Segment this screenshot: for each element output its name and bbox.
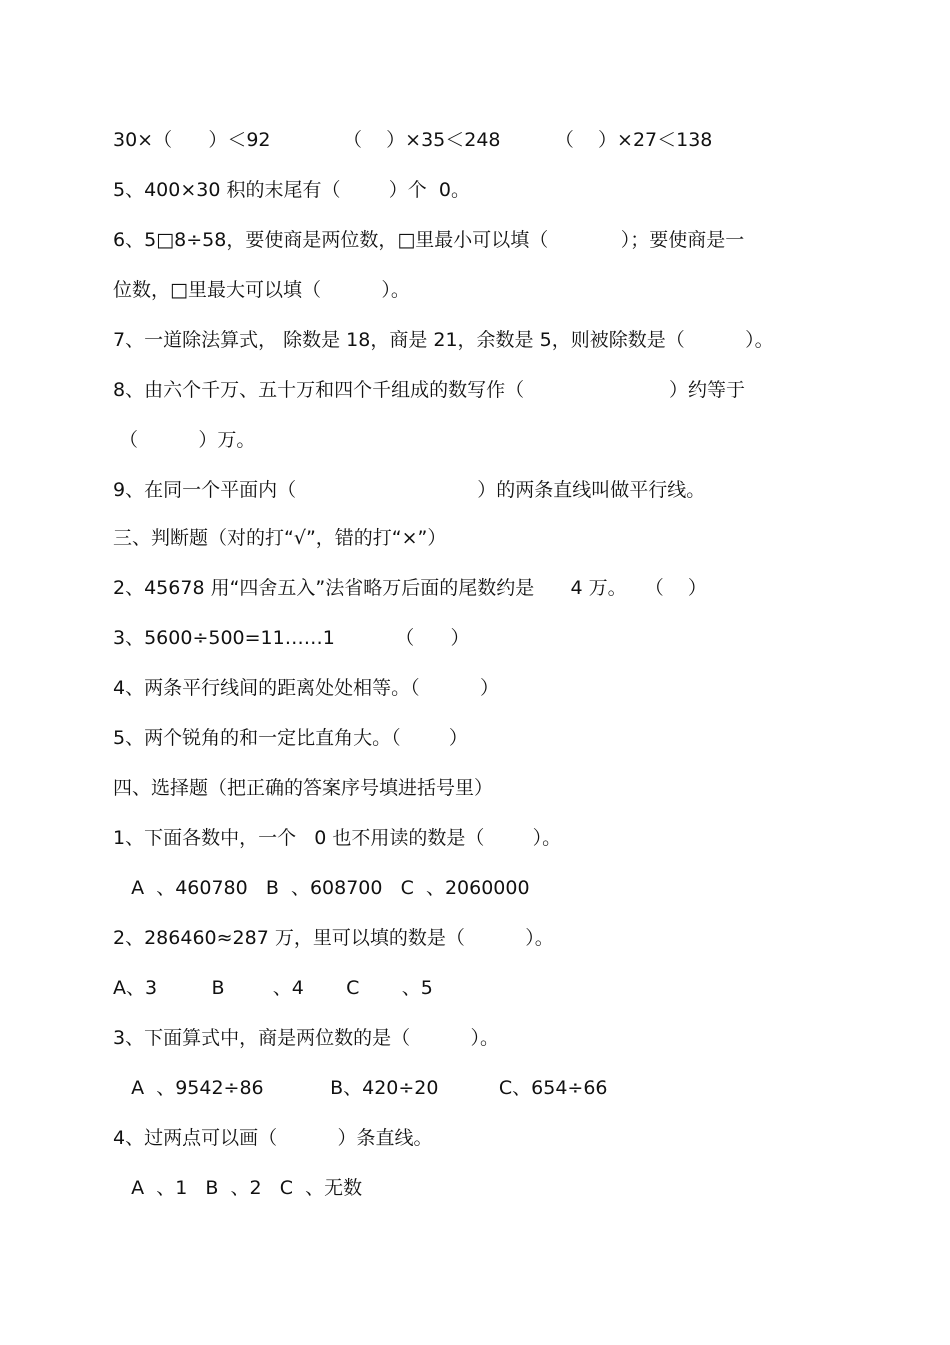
choice-q3: 3、下面算式中，商是两位数的是（ ）。: [113, 1027, 499, 1049]
q4-inequalities: 30×（ ）＜92 （ ）×35＜248 （ ）×27＜138: [113, 129, 713, 151]
judge-q2: 2、45678 用“四舍五入”法省略万后面的尾数约是 4 万。 （ ）: [113, 577, 707, 599]
q9-text: 9、在同一个平面内（ ）的两条直线叫做平行线。: [113, 479, 706, 501]
choice-q2: 2、286460≈287 万，里可以填的数是（ ）。: [113, 927, 554, 949]
judge-q5: 5、两个锐角的和一定比直角大。（ ）: [113, 727, 468, 749]
choice-q3-options: A 、9542÷86 B、420÷20 C、654÷66: [113, 1077, 608, 1099]
section-3-heading: 三、判断题（对的打“√”，错的打“×”）: [113, 527, 447, 549]
choice-q1: 1、下面各数中，一个 0 也不用读的数是（ ）。: [113, 827, 562, 849]
section-4-heading: 四、选择题（把正确的答案序号填进括号里）: [113, 777, 494, 799]
judge-q4: 4、两条平行线间的距离处处相等。（ ）: [113, 677, 499, 699]
choice-q1-options: A 、460780 B 、608700 C 、2060000: [113, 877, 530, 899]
choice-q2-options: A、3 B 、4 C 、5: [113, 977, 433, 999]
choice-q4-options: A 、1 B 、2 C 、无数: [113, 1177, 363, 1199]
choice-q4: 4、过两点可以画（ ）条直线。: [113, 1127, 433, 1149]
q7-text: 7、一道除法算式， 除数是 18，商是 21，余数是 5，则被除数是（ ）。: [113, 329, 774, 351]
q6-text-part1: 6、5□8÷58，要使商是两位数，□里最小可以填（ ）；要使商是一: [113, 229, 745, 251]
q6-text-part2: 位数，□里最大可以填（ ）。: [113, 279, 410, 301]
q8-text-part1: 8、由六个千万、五十万和四个千组成的数写作（ ）约等于: [113, 379, 746, 401]
q8-text-part2: （ ）万。: [113, 429, 256, 451]
judge-q3: 3、5600÷500=11……1 （ ）: [113, 627, 470, 649]
q5-text: 5、400×30 积的末尾有（ ）个 0。: [113, 179, 470, 201]
